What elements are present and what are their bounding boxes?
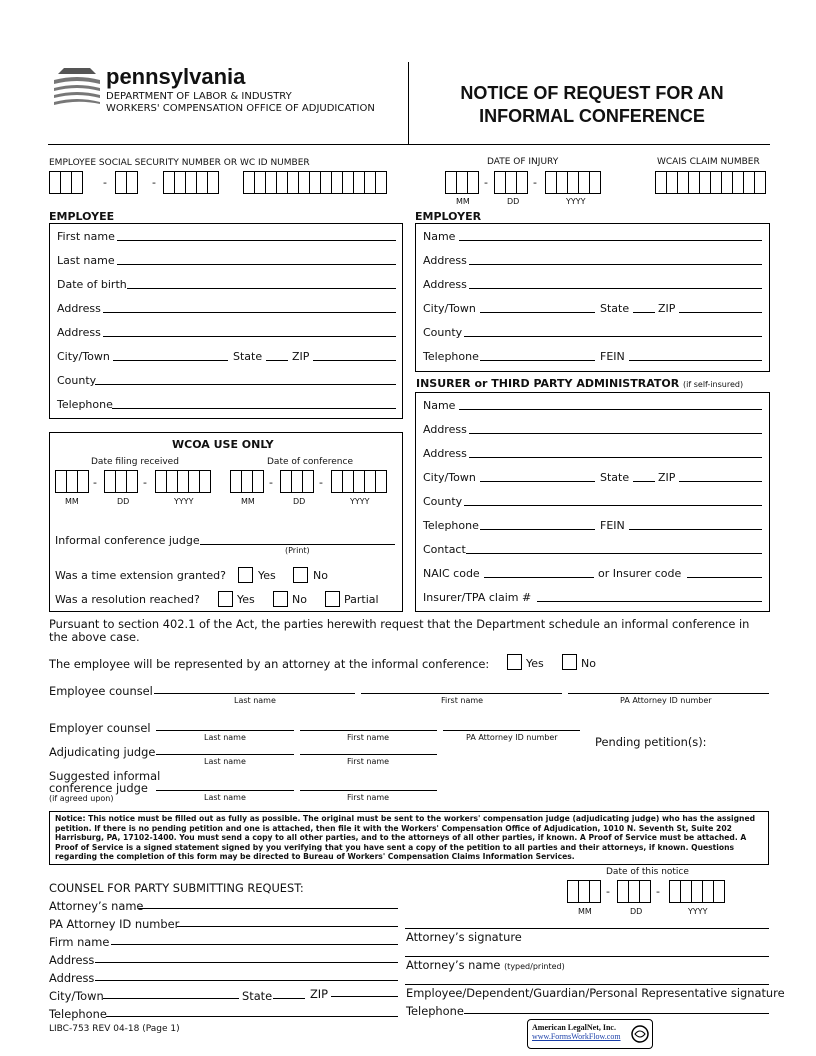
insurer-address2-label: Address <box>423 447 467 460</box>
header-divider <box>408 62 409 144</box>
employee-county-field[interactable] <box>95 384 396 385</box>
insurer-heading: INSURER or THIRD PARTY ADMINISTRATOR (if self-insured) <box>416 377 744 390</box>
doi-mm-label: MM <box>456 197 470 206</box>
represented-no-label: No <box>581 657 596 670</box>
conf-sep1: - <box>269 476 273 489</box>
notice-mm-label: MM <box>578 907 592 916</box>
attorney-typed-name-label: Attorney’s name (typed/printed) <box>406 958 565 972</box>
employer-county-field[interactable] <box>464 336 762 337</box>
employer-counsel-last-caption: Last name <box>204 733 246 742</box>
submitting-address1-field[interactable] <box>95 962 398 963</box>
ssn-sep1: - <box>103 176 107 189</box>
employee-counsel-last-field[interactable] <box>154 693 355 694</box>
adjudicating-judge-last-field[interactable] <box>156 754 294 755</box>
submitting-state-field[interactable] <box>273 998 305 999</box>
suggested-judge-label-1: Suggested informal <box>49 769 161 783</box>
insurer-heading-note: (if self-insured) <box>683 380 744 389</box>
resolution-yes-checkbox[interactable] <box>218 591 233 607</box>
typed-note: (typed/printed) <box>504 962 565 971</box>
submitting-telephone-field[interactable] <box>106 1016 398 1017</box>
employer-telephone-label: Telephone <box>423 350 479 363</box>
conference-judge-field[interactable] <box>200 544 395 545</box>
employee-address2-label: Address <box>57 326 101 339</box>
notice-yyyy-label: YYYY <box>688 907 708 916</box>
doi-sep1: - <box>484 176 488 189</box>
submitting-city-label: City/Town <box>49 989 104 1003</box>
employee-zip-field[interactable] <box>313 360 396 361</box>
wcais-label: WCAIS CLAIM NUMBER <box>657 157 760 167</box>
pursuant-text-1: Pursuant to section 402.1 of the Act, the parties herewith request that the Department schedule an informal conference in <box>49 617 750 631</box>
adjudicating-judge-first-caption: First name <box>347 757 390 766</box>
insurer-name-field[interactable] <box>459 409 762 410</box>
employer-counsel-id-field[interactable] <box>443 730 580 731</box>
submitting-telephone2-field[interactable] <box>464 1013 769 1014</box>
resolution-partial-checkbox[interactable] <box>325 591 340 607</box>
vendor-globe-icon <box>631 1025 649 1043</box>
conf-dd-label: DD <box>293 497 306 506</box>
employee-address2-field[interactable] <box>103 336 396 337</box>
represented-question: The employee will be represented by an attorney at the informal conference: <box>49 657 490 671</box>
employer-name-label: Name <box>423 230 456 243</box>
submitting-telephone2-label: Telephone <box>406 1004 464 1018</box>
insurer-address2-field[interactable] <box>469 457 762 458</box>
representative-signature-label: Employee/Dependent/Guardian/Personal Representative signature <box>406 986 785 1000</box>
header-rule <box>48 144 770 145</box>
insurer-state-label: State <box>600 471 630 484</box>
pa-logo <box>52 66 102 114</box>
employee-county-label: County <box>57 374 97 387</box>
vendor-url[interactable]: www.FormsWorkFlow.com <box>532 1032 621 1041</box>
insurer-claim-field[interactable] <box>537 601 762 602</box>
form-id: LIBC-753 REV 04-18 (Page 1) <box>49 1024 180 1034</box>
doi-sep2: - <box>533 176 537 189</box>
notice-date-dd[interactable] <box>617 880 651 903</box>
notice-date-mm[interactable] <box>567 880 601 903</box>
conf-dd[interactable] <box>280 470 314 493</box>
firm-name-field[interactable] <box>111 944 398 945</box>
represented-no-checkbox[interactable] <box>562 654 577 670</box>
submitting-address1-label: Address <box>49 953 95 967</box>
filing-sep1: - <box>93 476 97 489</box>
wc-id-input[interactable] <box>243 171 387 194</box>
insurer-address1-field[interactable] <box>469 433 762 434</box>
employer-county-label: County <box>423 326 463 339</box>
representative-signature-field[interactable] <box>405 984 769 985</box>
conf-yyyy-label: YYYY <box>350 497 370 506</box>
office-name: WORKERS' COMPENSATION OFFICE OF ADJUDICATION <box>106 103 375 114</box>
submitting-address2-field[interactable] <box>95 980 398 981</box>
employee-counsel-id-field[interactable] <box>568 693 769 694</box>
insurer-naic-label: NAIC code <box>423 567 480 580</box>
insurer-county-label: County <box>423 495 463 508</box>
employee-address1-label: Address <box>57 302 101 315</box>
brand-name: pennsylvania <box>106 64 246 89</box>
suggested-judge-last-field[interactable] <box>156 790 294 791</box>
employer-city-label: City/Town <box>423 302 476 315</box>
attorney-name-field[interactable] <box>138 908 398 909</box>
employee-last-name-label: Last name <box>57 254 115 267</box>
notice-sep2: - <box>656 885 660 898</box>
ssn-part3[interactable] <box>163 171 219 194</box>
pending-petitions-label: Pending petition(s): <box>595 735 707 749</box>
ssn-sep2: - <box>152 176 156 189</box>
insurer-telephone-label: Telephone <box>423 519 479 532</box>
insurer-zip-field[interactable] <box>679 481 762 482</box>
extension-yes-checkbox[interactable] <box>238 567 253 583</box>
attorney-signature-label: Attorney’s signature <box>406 930 522 944</box>
extension-question: Was a time extension granted? <box>55 569 226 582</box>
vendor-name: American LegalNet, Inc. <box>532 1023 616 1032</box>
wcais-input[interactable] <box>655 171 766 194</box>
insurer-contact-label: Contact <box>423 543 466 556</box>
doi-dd-label: DD <box>507 197 520 206</box>
employee-telephone-field[interactable] <box>112 408 396 409</box>
insurer-claim-label: Insurer/TPA claim # <box>423 591 532 604</box>
insurer-code-label: or Insurer code <box>598 567 682 580</box>
submitting-zip-field[interactable] <box>331 996 398 997</box>
if-agreed-note: (if agreed upon) <box>49 794 114 803</box>
filing-dd-label: DD <box>117 497 130 506</box>
doi-mm[interactable] <box>445 171 479 194</box>
filing-sep2: - <box>143 476 147 489</box>
submitting-zip-label: ZIP <box>310 987 329 1001</box>
insurer-naic-field[interactable] <box>484 577 594 578</box>
extension-yes-label: Yes <box>258 569 276 582</box>
date-filing-label: Date filing received <box>91 457 179 467</box>
insurer-telephone-field[interactable] <box>480 529 595 530</box>
notice-sep1: - <box>606 885 610 898</box>
employer-address2-label: Address <box>423 278 467 291</box>
resolution-partial-label: Partial <box>344 593 379 606</box>
pa-attorney-id-field[interactable] <box>177 926 398 927</box>
notice-date-yyyy[interactable] <box>669 880 725 903</box>
form-title: NOTICE OF REQUEST FOR AN INFORMAL CONFERENCE <box>460 83 724 126</box>
department-name: DEPARTMENT OF LABOR & INDUSTRY <box>106 91 292 102</box>
conf-sep2: - <box>319 476 323 489</box>
employee-dob-field[interactable] <box>127 288 396 289</box>
employer-heading: EMPLOYER <box>415 210 482 223</box>
submitting-city-field[interactable] <box>103 998 239 999</box>
employee-heading: EMPLOYEE <box>49 210 115 223</box>
represented-yes-label: Yes <box>526 657 544 670</box>
insurer-zip-label: ZIP <box>658 471 676 484</box>
suggested-judge-first-caption: First name <box>347 793 390 802</box>
employer-address2-field[interactable] <box>469 288 762 289</box>
insurer-contact-field[interactable] <box>466 553 762 554</box>
notice-dd-label: DD <box>630 907 643 916</box>
insurer-address1-label: Address <box>423 423 467 436</box>
employee-zip-label: ZIP <box>292 350 310 363</box>
employer-address1-label: Address <box>423 254 467 267</box>
resolution-no-checkbox[interactable] <box>273 591 288 607</box>
vendor-stamp <box>527 1019 653 1049</box>
employer-telephone-field[interactable] <box>480 360 595 361</box>
date-of-notice-label: Date of this notice <box>606 867 689 877</box>
conf-mm-label: MM <box>241 497 255 506</box>
doi-yyyy-label: YYYY <box>566 197 586 206</box>
conf-mm[interactable] <box>230 470 264 493</box>
employer-zip-label: ZIP <box>658 302 676 315</box>
employee-city-field[interactable] <box>113 360 228 361</box>
attorney-typed-name-field[interactable] <box>405 956 769 957</box>
adjudicating-judge-label: Adjudicating judge <box>49 745 156 759</box>
extension-no-label: No <box>313 569 328 582</box>
employee-first-name-label: First name <box>57 230 115 243</box>
adjudicating-judge-first-field[interactable] <box>300 754 437 755</box>
employee-counsel-last-caption: Last name <box>234 696 276 705</box>
attorney-name-label: Attorney’s name <box>49 899 144 913</box>
employee-counsel-first-caption: First name <box>441 696 484 705</box>
suggested-judge-label-2: conference judge <box>49 781 148 795</box>
submitting-address2-label: Address <box>49 971 95 985</box>
wcoa-heading: WCOA USE ONLY <box>172 438 274 451</box>
resolution-question: Was a resolution reached? <box>55 593 200 606</box>
adjudicating-judge-last-caption: Last name <box>204 757 246 766</box>
employer-fein-field[interactable] <box>629 360 762 361</box>
doi-yyyy[interactable] <box>545 171 601 194</box>
employee-counsel-label: Employee counsel <box>49 684 153 698</box>
employer-counsel-id-caption: PA Attorney ID number <box>466 733 558 742</box>
insurer-fein-field[interactable] <box>629 529 762 530</box>
employer-zip-field[interactable] <box>679 312 762 313</box>
employee-first-name-field[interactable] <box>117 240 396 241</box>
insurer-fein-label: FEIN <box>600 519 625 532</box>
employee-counsel-id-caption: PA Attorney ID number <box>620 696 712 705</box>
employer-counsel-first-field[interactable] <box>300 730 437 731</box>
print-note: (Print) <box>285 546 310 555</box>
represented-yes-checkbox[interactable] <box>507 654 522 670</box>
employer-counsel-first-caption: First name <box>347 733 390 742</box>
insurer-city-label: City/Town <box>423 471 476 484</box>
ssn-part2[interactable] <box>115 171 138 194</box>
submitting-heading: COUNSEL FOR PARTY SUBMITTING REQUEST: <box>49 881 304 895</box>
insurer-code-field[interactable] <box>687 577 762 578</box>
filing-yyyy-label: YYYY <box>174 497 194 506</box>
employer-state-field[interactable] <box>633 312 655 313</box>
filing-mm-label: MM <box>65 497 79 506</box>
ssn-label: EMPLOYEE SOCIAL SECURITY NUMBER OR WC ID NUMBER <box>49 158 310 168</box>
employee-dob-label: Date of birth <box>57 278 127 291</box>
extension-no-checkbox[interactable] <box>293 567 308 583</box>
resolution-no-label: No <box>292 593 307 606</box>
pursuant-text-2: the above case. <box>49 630 140 644</box>
keystone-icon <box>52 66 102 114</box>
employee-state-label: State <box>233 350 263 363</box>
employee-address1-field[interactable] <box>103 312 396 313</box>
resolution-yes-label: Yes <box>237 593 255 606</box>
suggested-judge-first-field[interactable] <box>300 790 437 791</box>
date-conference-label: Date of conference <box>267 457 354 467</box>
submitting-telephone-label: Telephone <box>49 1007 107 1021</box>
attorney-signature-field[interactable] <box>405 928 769 929</box>
employer-counsel-last-field[interactable] <box>156 730 294 731</box>
insurer-county-field[interactable] <box>464 505 762 506</box>
employer-city-field[interactable] <box>480 312 595 313</box>
submitting-state-label: State <box>242 989 273 1003</box>
employer-name-field[interactable] <box>459 240 762 241</box>
employee-state-field[interactable] <box>266 360 288 361</box>
employer-fein-label: FEIN <box>600 350 625 363</box>
employer-counsel-label: Employer counsel <box>49 721 151 735</box>
insurer-state-field[interactable] <box>633 481 655 482</box>
employee-city-label: City/Town <box>57 350 110 363</box>
conf-yyyy[interactable] <box>331 470 387 493</box>
doi-label: DATE OF INJURY <box>487 157 559 167</box>
firm-name-label: Firm name <box>49 935 110 949</box>
filing-mm[interactable] <box>55 470 89 493</box>
employee-box <box>49 223 403 419</box>
employer-state-label: State <box>600 302 630 315</box>
employer-address1-field[interactable] <box>469 264 762 265</box>
notice-box: Notice: This notice must be filled out as fully as possible. The original must be sent to the workers' compensation judge (adjudicating judge) who has the assigned petition. If there is no pending petition and one is attached, then file it with the Workers' Compensation Office of Adjudication, 1010 N. Seventh St, Suite 202 Harrisburg, PA, 17102-1400. You must send a copy to all other parties, and to the attorneys of all other parties, if known. A Proof of Service must be attached. A Proof of Service is a signed statement signed by you verifying that you have sent a copy of the petition to all parties and their attorneys, if known. Questions regarding the completion of this form may be directed to Bureau of Workers' Compensation Claims Information Services. <box>49 811 769 865</box>
conference-judge-label: Informal conference judge <box>55 534 200 547</box>
filing-dd[interactable] <box>104 470 138 493</box>
employee-telephone-label: Telephone <box>57 398 113 411</box>
insurer-city-field[interactable] <box>480 481 595 482</box>
ssn-part1[interactable] <box>49 171 83 194</box>
employee-counsel-first-field[interactable] <box>361 693 562 694</box>
doi-dd[interactable] <box>494 171 528 194</box>
employee-last-name-field[interactable] <box>117 264 396 265</box>
insurer-name-label: Name <box>423 399 456 412</box>
filing-yyyy[interactable] <box>155 470 211 493</box>
suggested-judge-last-caption: Last name <box>204 793 246 802</box>
pa-attorney-id-label: PA Attorney ID number <box>49 917 180 931</box>
